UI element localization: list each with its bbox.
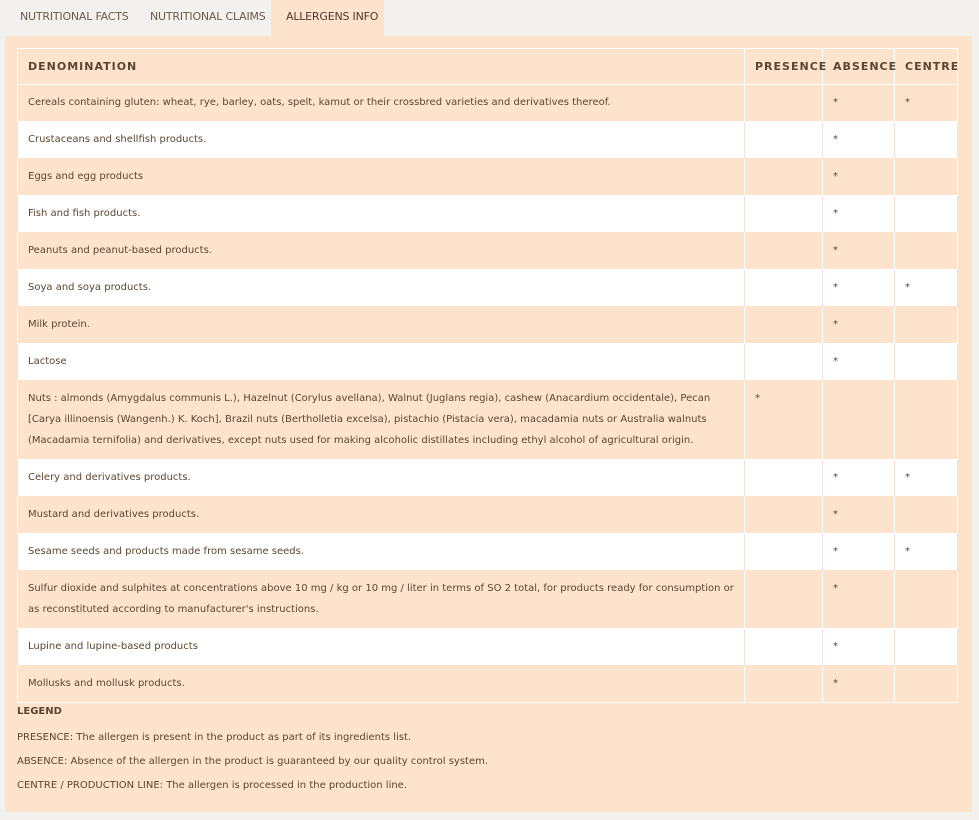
table-header-row [18,49,958,85]
tab-allergens-info[interactable]: ALLERGENS INFO [271,0,384,36]
presence-cell [745,534,823,571]
absence-cell: * [823,85,895,122]
tab-nutritional-claims[interactable]: NUTRITIONAL CLAIMS [150,10,266,23]
legend-item-centre: CENTRE / PRODUCTION LINE: The allergen is processed in the production line. [17,780,408,791]
table-row [18,196,958,233]
table-row [18,85,958,122]
absence-cell: * [823,122,895,159]
tab-bar [5,0,384,36]
allergen-name-cell: Crustaceans and shellfish products. [18,122,745,159]
allergen-name-cell: Lactose [18,344,745,381]
presence-cell [745,629,823,666]
allergen-name-cell: Milk protein. [18,307,745,344]
table-row [18,122,958,159]
allergen-name-cell: Mollusks and mollusk products. [18,666,745,703]
legend-title: LEGEND [17,706,62,717]
table-row [18,460,958,497]
allergen-name-cell: Fish and fish products. [18,196,745,233]
table-row [18,666,958,703]
table-row [18,307,958,344]
allergens-table [17,48,958,703]
centre-cell [895,497,958,534]
centre-cell [895,307,958,344]
absence-cell: * [823,629,895,666]
absence-cell: * [823,270,895,307]
centre-cell: * [895,85,958,122]
table-row [18,629,958,666]
tab-nutritional-facts[interactable]: NUTRITIONAL FACTS [20,10,129,23]
allergen-name-cell: Sulfur dioxide and sulphites at concentrations above 10 mg / kg or 10 mg / liter in terms of SO 2 total, for products ready for consumption or as reconstituted according to manufacturer's instructions. [18,571,745,629]
centre-cell [895,196,958,233]
presence-cell [745,497,823,534]
allergen-name-cell: Peanuts and peanut-based products. [18,233,745,270]
allergen-name-cell: Soya and soya products. [18,270,745,307]
allergen-name-cell: Celery and derivatives products. [18,460,745,497]
table-row [18,381,958,460]
table-row [18,233,958,270]
allergen-name-cell: Nuts : almonds (Amygdalus communis L.), Hazelnut (Corylus avellana), Walnut (Juglans regia), cashew (Anacardium occidentale), Pecan [Carya illinoensis (Wangenh.) K. Koch], Brazil nuts (Bertholletia excelsa), pistachio (Pistacia vera), macadamia nuts or Australia walnuts (Macadamia ternifolia) and derivatives, except nuts used for making alcoholic distillates including ethyl alcohol of agricultural origin. [18,381,745,460]
allergens-table-body [18,85,958,703]
allergen-name-cell: Mustard and derivatives products. [18,497,745,534]
centre-cell [895,571,958,629]
centre-cell [895,159,958,196]
absence-cell: * [823,159,895,196]
presence-cell [745,196,823,233]
allergen-name-cell: Lupine and lupine-based products [18,629,745,666]
absence-cell: * [823,571,895,629]
absence-cell: * [823,344,895,381]
absence-cell: * [823,233,895,270]
centre-cell [895,233,958,270]
centre-cell: * [895,534,958,571]
table-row [18,497,958,534]
allergen-name-cell: Eggs and egg products [18,159,745,196]
centre-cell: * [895,270,958,307]
presence-cell: * [745,381,823,460]
absence-cell: * [823,460,895,497]
table-row [18,270,958,307]
table-row [18,571,958,629]
column-header-centre: CENTRE [895,49,958,85]
centre-cell [895,629,958,666]
centre-cell [895,381,958,460]
presence-cell [745,666,823,703]
presence-cell [745,270,823,307]
absence-cell [823,381,895,460]
allergen-name-cell: Sesame seeds and products made from sesame seeds. [18,534,745,571]
legend-item-presence: PRESENCE: The allergen is present in the product as part of its ingredients list. [17,732,412,743]
legend-item-absence: ABSENCE: Absence of the allergen in the product is guaranteed by our quality control system. [17,756,489,767]
absence-cell: * [823,307,895,344]
absence-cell: * [823,666,895,703]
legend [17,702,488,798]
presence-cell [745,344,823,381]
absence-cell: * [823,497,895,534]
centre-cell [895,666,958,703]
presence-cell [745,159,823,196]
column-header-denomination: DENOMINATION [18,49,745,85]
presence-cell [745,307,823,344]
presence-cell [745,233,823,270]
presence-cell [745,571,823,629]
column-header-absence: ABSENCE [823,49,895,85]
allergen-name-cell: Cereals containing gluten: wheat, rye, barley, oats, spelt, kamut or their crossbred varieties and derivatives thereof. [18,85,745,122]
table-row [18,344,958,381]
centre-cell [895,344,958,381]
absence-cell: * [823,196,895,233]
allergens-panel [5,36,972,812]
centre-cell: * [895,460,958,497]
absence-cell: * [823,534,895,571]
presence-cell [745,85,823,122]
presence-cell [745,122,823,159]
table-row [18,534,958,571]
centre-cell [895,122,958,159]
column-header-presence: PRESENCE [745,49,823,85]
table-row [18,159,958,196]
presence-cell [745,460,823,497]
